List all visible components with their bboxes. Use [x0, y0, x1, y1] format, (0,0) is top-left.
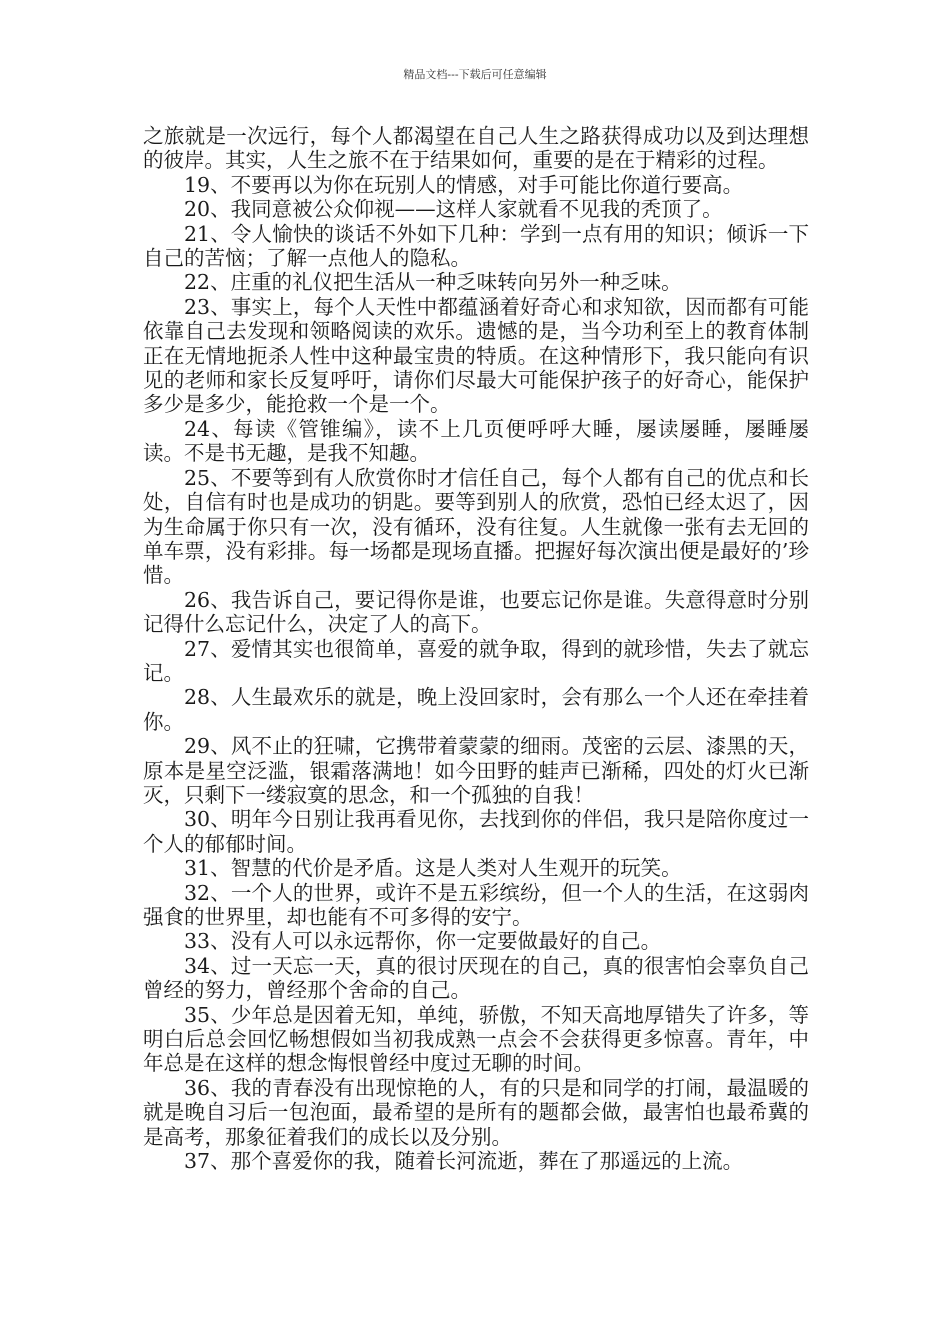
paragraph-30: 30、明年今日别让我再看见你，去找到你的伴侣，我只是陪你度过一个人的郁郁时间。 — [143, 807, 809, 856]
paragraph-36: 36、我的青春没有出现惊艳的人，有的只是和同学的打闹，最温暖的就是晚自习后一包泡面，最希望的是所有的题都会做，最害怕也最希冀的是高考，那象征着我们的成长以及分别。 — [143, 1075, 809, 1149]
paragraph-29: 29、风不止的狂啸，它携带着蒙蒙的细雨。茂密的云层、漆黑的天，原本是星空泛滥，银霜落满地！如今田野的蛙声已渐稀，四处的灯火已渐灭，只剩下一缕寂寞的思念，和一个孤独的自我！ — [143, 734, 809, 807]
paragraph-31: 31、智慧的代价是矛盾。这是人类对人生观开的玩笑。 — [184, 856, 682, 881]
paragraph-continuation: 之旅就是一次远行，每个人都渴望在自己人生之路获得成功以及到达理想的彼岸。其实，人生之旅不在于结果如何，重要的是在于精彩的过程。 — [143, 124, 809, 173]
paragraph-33: 33、没有人可以永远帮你，你一定要做最好的自己。 — [184, 929, 662, 954]
paragraph-28: 28、人生最欢乐的就是，晚上没回家时，会有那么一个人还在牵挂着你。 — [143, 685, 809, 734]
paragraph-25: 25、不要等到有人欣赏你时才信任自己，每个人都有自己的优点和长处，自信有时也是成功的钥匙。要等到别人的欣赏，恐怕已经太迟了，因为生命属于你只有一次，没有循环，没有往复。人生就像一张有去无回的单车票，没有彩排。每一场都是现场直播。把握好每次演出便是最好的’珍惜。 — [143, 465, 809, 588]
paragraph-21: 21、令人愉快的谈话不外如下几种：学到一点有用的知识；倾诉一下自己的苦恼；了解一点他人的隐私。 — [143, 221, 809, 271]
document-body — [143, 124, 809, 1173]
page-header: 精品文档---下载后可任意编辑 — [403, 68, 547, 81]
paragraph-37: 37、那个喜爱你的我，随着长河流逝，葬在了那遥远的上流。 — [184, 1149, 744, 1174]
paragraph-35: 35、少年总是因着无知，单纯，骄傲，不知天高地厚错失了许多，等明白后总会回忆畅想假如当初我成熟一点会不会获得更多惊喜。青年，中年总是在这样的想念悔恨曾经中度过无聊的时间。 — [143, 1002, 809, 1076]
paragraph-27: 27、爱情其实也很简单，喜爱的就争取，得到的就珍惜，失去了就忘记。 — [143, 636, 809, 685]
paragraph-20: 20、我同意被公众仰视——这样人家就看不见我的秃顶了。 — [184, 197, 723, 222]
paragraph-23: 23、事实上，每个人天性中都蕴涵着好奇心和求知欲，因而都有可能依靠自己去发现和领略阅读的欢乐。遗憾的是，当今功利至上的教育体制正在无情地扼杀人性中这种最宝贵的特质。在这种情形下，我只能向有识见的老师和家长反复呼吁，请你们尽最大可能保护孩子的好奇心，能保护多少是多少，能抢救一个是一个。 — [143, 294, 809, 417]
paragraph-22: 22、庄重的礼仪把生活从一种乏味转向另外一种乏味。 — [184, 270, 682, 295]
paragraph-24: 24、每读《管锥编》，读不上几页便呼呼大睡，屡读屡睡，屡睡屡读。不是书无趣，是我不知趣。 — [143, 416, 809, 466]
paragraph-19: 19、不要再以为你在玩别人的情感，对手可能比你道行要高。 — [184, 172, 744, 197]
paragraph-32: 32、一个人的世界，或许不是五彩缤纷，但一个人的生活，在这弱肉强食的世界里，却也能有不可多得的安宁。 — [143, 880, 809, 929]
paragraph-34: 34、过一天忘一天，真的很讨厌现在的自己，真的很害怕会辜负自己曾经的努力，曾经那个舍命的自己。 — [143, 953, 809, 1003]
paragraph-26: 26、我告诉自己，要记得你是谁，也要忘记你是谁。失意得意时分别记得什么忘记什么，决定了人的高下。 — [143, 587, 809, 637]
